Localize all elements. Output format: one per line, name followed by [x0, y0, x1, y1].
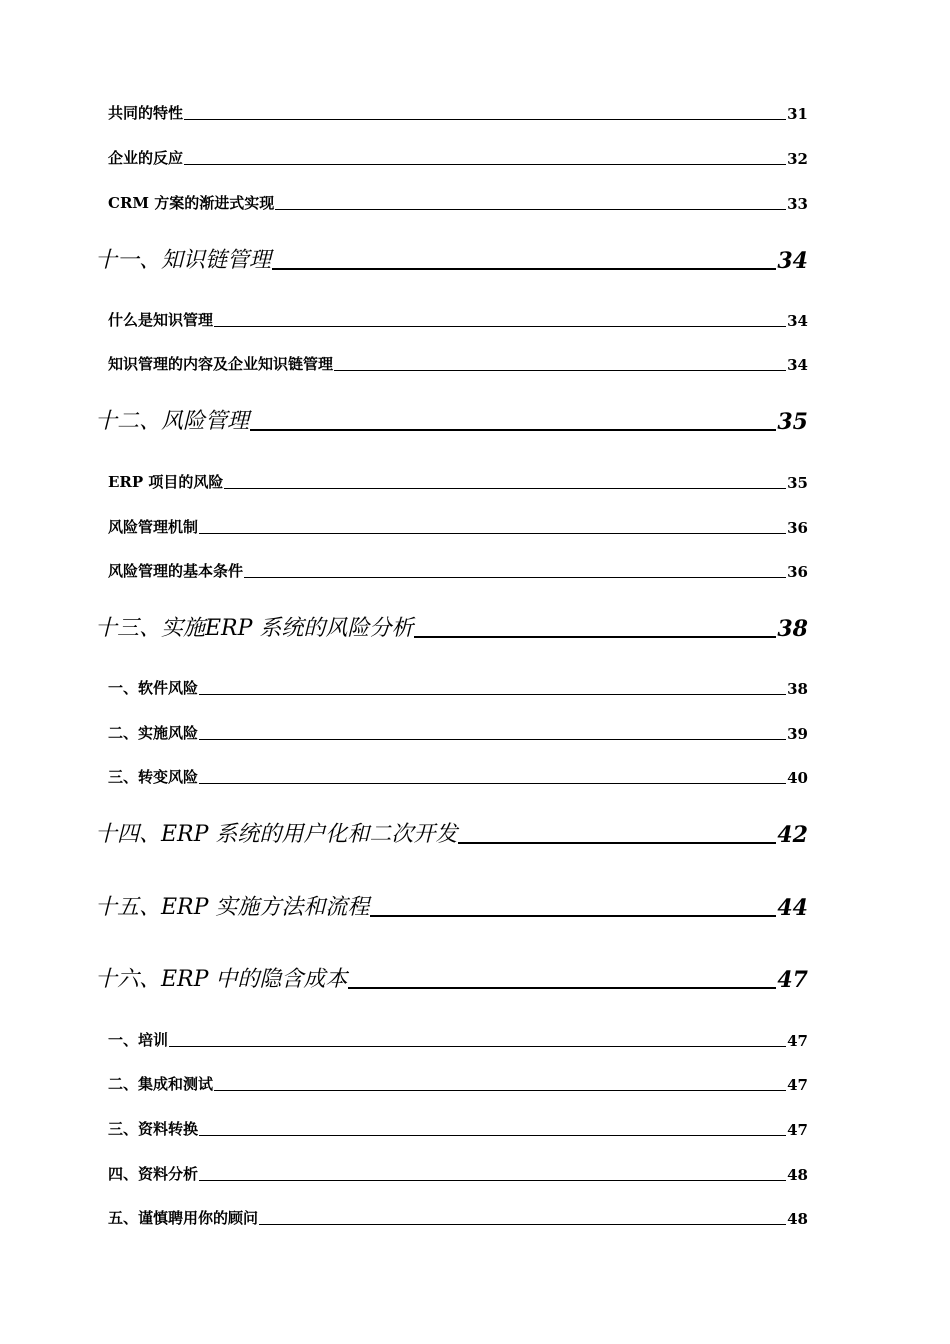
toc-entry-label: CRM 方案的渐进式实现 [108, 194, 275, 212]
toc-page-number: 47 [777, 967, 808, 993]
toc-entry-risk-mechanism[interactable] [108, 515, 808, 537]
toc-entry-label: 二、集成和测试 [108, 1075, 214, 1093]
toc-entry-data-analysis[interactable] [108, 1162, 808, 1184]
toc-leader-line [272, 268, 776, 270]
toc-leader-line [184, 164, 786, 165]
toc-entry-what-is-km[interactable] [108, 308, 808, 330]
toc-leader-line [275, 209, 786, 210]
toc-page-number: 32 [787, 150, 808, 168]
toc-leader-line [214, 1090, 786, 1091]
toc-page-number: 40 [787, 769, 808, 787]
toc-leader-line [414, 636, 776, 638]
toc-leader-line [199, 533, 786, 534]
toc-chapter-16-erp-hidden-costs[interactable] [95, 963, 808, 993]
toc-entry-label: 共同的特性 [108, 104, 184, 122]
toc-page-number: 42 [777, 822, 808, 848]
toc-page-number: 47 [787, 1076, 808, 1094]
toc-leader-line [224, 488, 786, 489]
toc-leader-line [199, 783, 786, 784]
toc-chapter-11-knowledge-chain[interactable] [95, 244, 808, 274]
toc-chapter-13-erp-risk-analysis[interactable] [95, 612, 808, 642]
toc-chapter-label: 十五、ERP 实施方法和流程 [95, 895, 370, 920]
toc-page-number: 39 [787, 725, 808, 743]
toc-leader-line [199, 739, 786, 740]
toc-leader-line [199, 694, 786, 695]
toc-page-number: 33 [787, 195, 808, 213]
toc-entry-label: 二、实施风险 [108, 724, 199, 742]
toc-page-number: 38 [777, 616, 808, 642]
toc-leader-line [458, 842, 776, 844]
toc-entry-label: 一、软件风险 [108, 679, 199, 697]
toc-page-number: 47 [787, 1121, 808, 1139]
toc-entry-label: ERP 项目的风险 [108, 473, 224, 491]
toc-entry-label: 风险管理的基本条件 [108, 562, 244, 580]
toc-entry-label: 五、谨慎聘用你的顾问 [108, 1209, 259, 1227]
toc-chapter-label: 十一、知识链管理 [95, 248, 272, 273]
toc-entry-label: 一、培训 [108, 1031, 169, 1049]
toc-chapter-14-erp-customization[interactable] [95, 818, 808, 848]
toc-page-number: 38 [787, 680, 808, 698]
toc-chapter-label: 十二、风险管理 [95, 409, 250, 434]
toc-entry-km-content[interactable] [108, 352, 808, 374]
toc-page-number: 47 [787, 1032, 808, 1050]
toc-page-number: 34 [787, 356, 808, 374]
toc-page-number: 44 [777, 895, 808, 921]
toc-entry-label: 四、资料分析 [108, 1165, 199, 1183]
toc-entry-label: 什么是知识管理 [108, 311, 214, 329]
toc-leader-line [214, 326, 786, 327]
toc-page-number: 34 [787, 312, 808, 330]
toc-page-number: 31 [787, 105, 808, 123]
toc-entry-erp-project-risk[interactable] [108, 470, 808, 492]
toc-entry-common-characteristics[interactable] [108, 101, 808, 123]
toc-entry-implementation-risk[interactable] [108, 721, 808, 743]
toc-chapter-label: 十四、ERP 系统的用户化和二次开发 [95, 822, 458, 847]
toc-leader-line [199, 1180, 786, 1181]
toc-leader-line [199, 1135, 786, 1136]
toc-leader-line [184, 119, 786, 120]
toc-chapter-15-erp-implementation[interactable] [95, 891, 808, 921]
toc-chapter-12-risk-management[interactable] [95, 405, 808, 435]
toc-entry-label: 风险管理机制 [108, 518, 199, 536]
toc-leader-line [370, 915, 776, 917]
toc-entry-hire-consultant[interactable] [108, 1206, 808, 1228]
toc-leader-line [334, 370, 786, 371]
toc-entry-software-risk[interactable] [108, 676, 808, 698]
toc-page-number: 35 [787, 474, 808, 492]
toc-page-number: 36 [787, 563, 808, 581]
toc-entry-label: 三、资料转换 [108, 1120, 199, 1138]
toc-page-number: 35 [777, 409, 808, 435]
toc-leader-line [250, 429, 776, 431]
toc-page-number: 48 [787, 1166, 808, 1184]
toc-chapter-label: 十六、ERP 中的隐含成本 [95, 967, 348, 992]
toc-page-number: 34 [777, 248, 808, 274]
toc-entry-training[interactable] [108, 1028, 808, 1050]
toc-entry-label: 知识管理的内容及企业知识链管理 [108, 355, 334, 373]
toc-chapter-label: 十三、实施ERP 系统的风险分析 [95, 616, 414, 641]
toc-leader-line [259, 1224, 786, 1225]
toc-page-number: 48 [787, 1210, 808, 1228]
toc-entry-label: 三、转变风险 [108, 768, 199, 786]
toc-leader-line [244, 577, 786, 578]
toc-entry-enterprise-response[interactable] [108, 146, 808, 168]
toc-entry-transition-risk[interactable] [108, 765, 808, 787]
toc-page-number: 36 [787, 519, 808, 537]
toc-leader-line [348, 987, 776, 989]
toc-entry-crm-progressive[interactable] [108, 191, 808, 213]
toc-leader-line [169, 1046, 786, 1047]
toc-entry-integration-testing[interactable] [108, 1072, 808, 1094]
toc-entry-data-conversion[interactable] [108, 1117, 808, 1139]
toc-entry-label: 企业的反应 [108, 149, 184, 167]
toc-entry-risk-basic-conditions[interactable] [108, 559, 808, 581]
